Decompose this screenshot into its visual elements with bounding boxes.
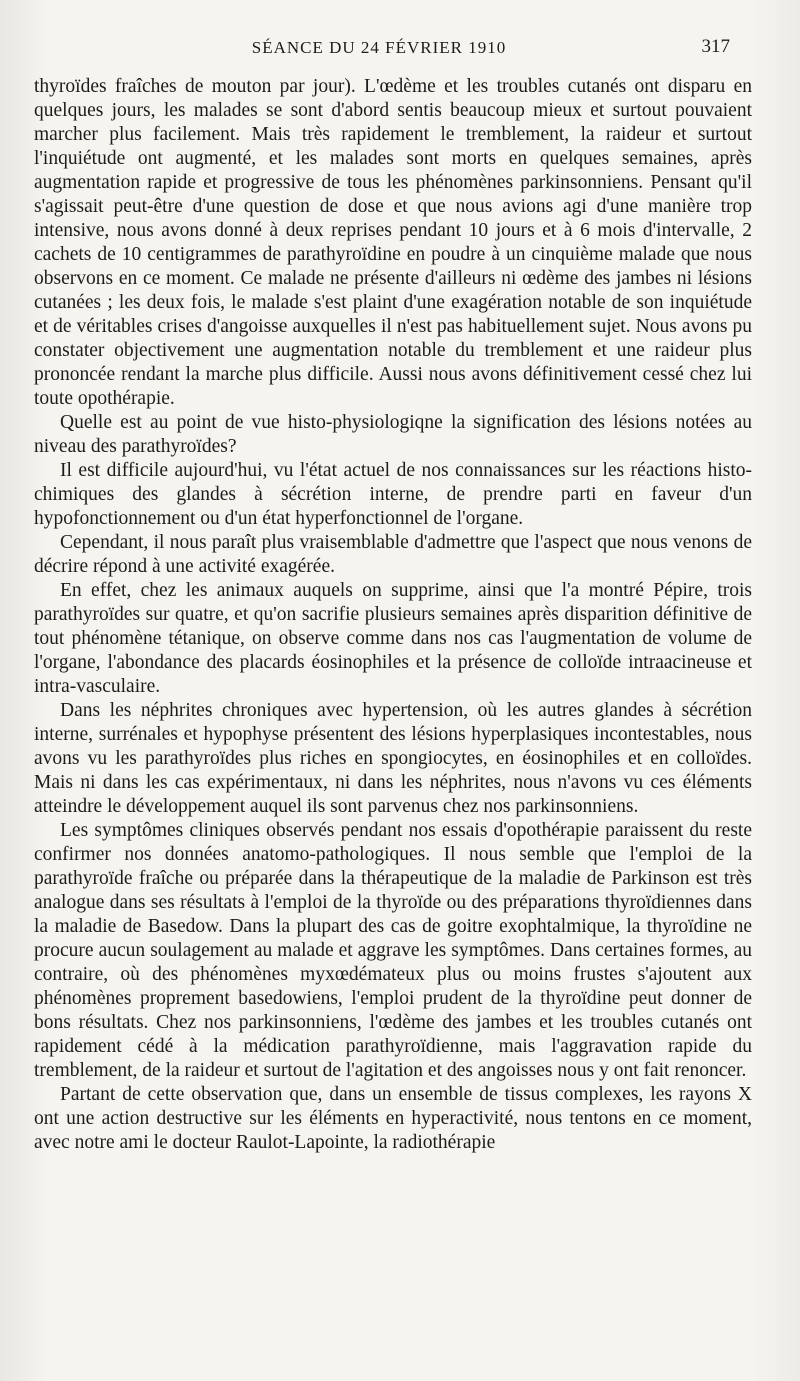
paragraph: thyroïdes fraîches de mouton par jour). L'œdème et les troubles cutanés ont disparu en quelques jours, les malades se sont d'abord sentis beaucoup mieux et surtout pouvaient marcher plus facilement. Mais très rapidement le tremblement, la raideur et surtout l'inquiétude ont augmenté, et les malades sont morts en quelques semaines, après augmentation rapide et progressive de tous les phénomènes parkinsonniens. Pensant qu'il s'agissait peut-être d'une question de dose et que nous avions agi d'une manière trop intensive, nous avons donné à deux reprises pendant 10 jours et à 6 mois d'intervalle, 2 cachets de 10 centigrammes de parathyroïdine en poudre à un cinquième malade que nous observons en ce moment. Ce malade ne présente d'ailleurs ni œdème des jambes ni lésions cutanées ; les deux fois, le malade s'est plaint d'une exagération notable de son inquiétude et de véritables crises d'angoisse auxquelles il n'est pas habituellement sujet. Nous avons pu constater objectivement une augmentation notable du tremblement et une raideur plus prononcée rendant la marche plus difficile. Aussi nous avons définitivement cessé chez lui toute opothérapie.: [34, 76, 752, 409]
paragraph: Dans les néphrites chroniques avec hypertension, où les autres glandes à sécrétion interne, surrénales et hypophyse présentent des lésions hyperplasiques incontestables, nous avons vu les parathyroïdes plus riches en spongiocytes, en éosinophiles et en colloïdes. Mais ni dans les cas expérimentaux, ni dans les néphrites, nous n'avons vu ces éléments atteindre le développement auquel ils sont parvenus chez nos parkinsonniens.: [34, 700, 752, 817]
paragraph: Il est difficile aujourd'hui, vu l'état actuel de nos connaissances sur les réactions histo-chimiques des glandes à sécrétion interne, de prendre parti en faveur d'un hypofonctionnement ou d'un état hyperfonctionnel de l'organe.: [34, 460, 752, 529]
running-title: SÉANCE DU 24 FÉVRIER 1910: [251, 38, 507, 57]
paragraph: Partant de cette observation que, dans un ensemble de tissus complexes, les rayons X ont une action destructive sur les éléments en hyperactivité, nous tentons en ce moment, avec notre ami le docteur Raulot-Lapointe, la radiothérapie: [34, 1084, 752, 1153]
paragraph: Les symptômes cliniques observés pendant nos essais d'opothérapie paraissent du reste confirmer nos données anatomo-pathologiques. Il nous semble que l'emploi de la parathyroïde fraîche ou préparée dans la thérapeutique de la maladie de Parkinson est très analogue dans ses résultats à l'emploi de la thyroïde ou des préparations thyroïdiennes dans la maladie de Basedow. Dans la plupart des cas de goitre exophtalmique, la thyroïdine ne procure aucun soulagement au malade et aggrave les symptômes. Dans certaines formes, au contraire, où des phénomènes myxœdémateux plus ou moins frustes s'ajoutent aux phénomènes proprement basedowiens, l'emploi prudent de la thyroïdine peut donner de bons résultats. Chez nos parkinsonniens, l'œdème des jambes et les troubles cutanés ont rapidement cédé à la médication parathyroïdienne, mais l'aggravation rapide du tremblement, de la raideur et surtout de l'agitation et des angoisses nous y ont fait renoncer.: [34, 820, 752, 1081]
paragraph: Quelle est au point de vue histo-physiologiqne la signification des lésions notées au niveau des parathyroïdes?: [34, 412, 752, 457]
paragraph: En effet, chez les animaux auquels on supprime, ainsi que l'a montré Pépire, trois parathyroïdes sur quatre, et qu'on sacrifie plusieurs semaines après disparition définitive de tout phénomène tétanique, on observe comme dans nos cas l'augmentation de volume de l'organe, l'abondance des placards éosinophiles et la présence de colloïde intraacineuse et intra-vasculaire.: [34, 580, 752, 697]
page-number: 317: [701, 36, 730, 57]
paragraph: Cependant, il nous paraît plus vraisemblable d'admettre que l'aspect que nous venons de décrire répond à une activité exagérée.: [34, 532, 752, 577]
page-header: [30, 30, 728, 62]
body-text: [34, 75, 752, 1155]
